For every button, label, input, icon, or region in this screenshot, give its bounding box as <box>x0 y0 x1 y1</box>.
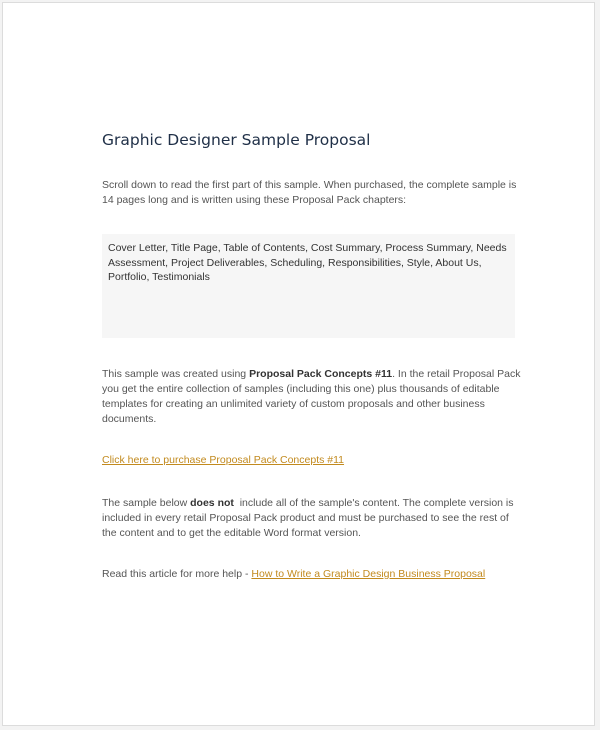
help-paragraph <box>102 567 522 582</box>
purchase-link[interactable]: Click here to purchase Proposal Pack Concepts #11 <box>102 454 345 466</box>
document-page <box>2 2 595 726</box>
help-article-link[interactable]: How to Write a Graphic Design Business Proposal <box>251 568 486 580</box>
chapters-list-text: Cover Letter, Title Page, Table of Contents, Cost Summary, Process Summary, Needs Assessment, Project Deliverables, Scheduling, Responsibilities, Style, About Us, Portfolio, Testimonials <box>108 242 507 283</box>
created-using-text-end: . In the retail Proposal Pack you get the entire collection of samples (including this one) plus thousands of editable templates for creating an unlimited variety of custom proposals and other business documents. <box>102 368 521 425</box>
sample-below-text-end: include all of the sample's content. The complete version is included in every retail Proposal Pack product and must be purchased to see the rest of the content and to get the editable Word format version. <box>102 497 517 539</box>
chapters-list-box <box>102 234 515 338</box>
created-using-text-start: This sample was created using <box>102 368 250 380</box>
purchase-line <box>102 453 522 468</box>
does-not-emphasis: does not <box>190 497 234 509</box>
page-title: Graphic Designer Sample Proposal <box>102 131 371 149</box>
help-text: Read this article for more help - <box>102 568 252 580</box>
created-using-paragraph <box>102 367 522 427</box>
proposal-pack-name: Proposal Pack Concepts #11 <box>249 368 393 380</box>
sample-below-paragraph <box>102 496 522 541</box>
intro-paragraph: Scroll down to read the first part of this sample. When purchased, the complete sample is 14 pages long and is written using these Proposal Pack chapters: <box>102 179 517 206</box>
sample-below-text-start: The sample below <box>102 497 191 509</box>
